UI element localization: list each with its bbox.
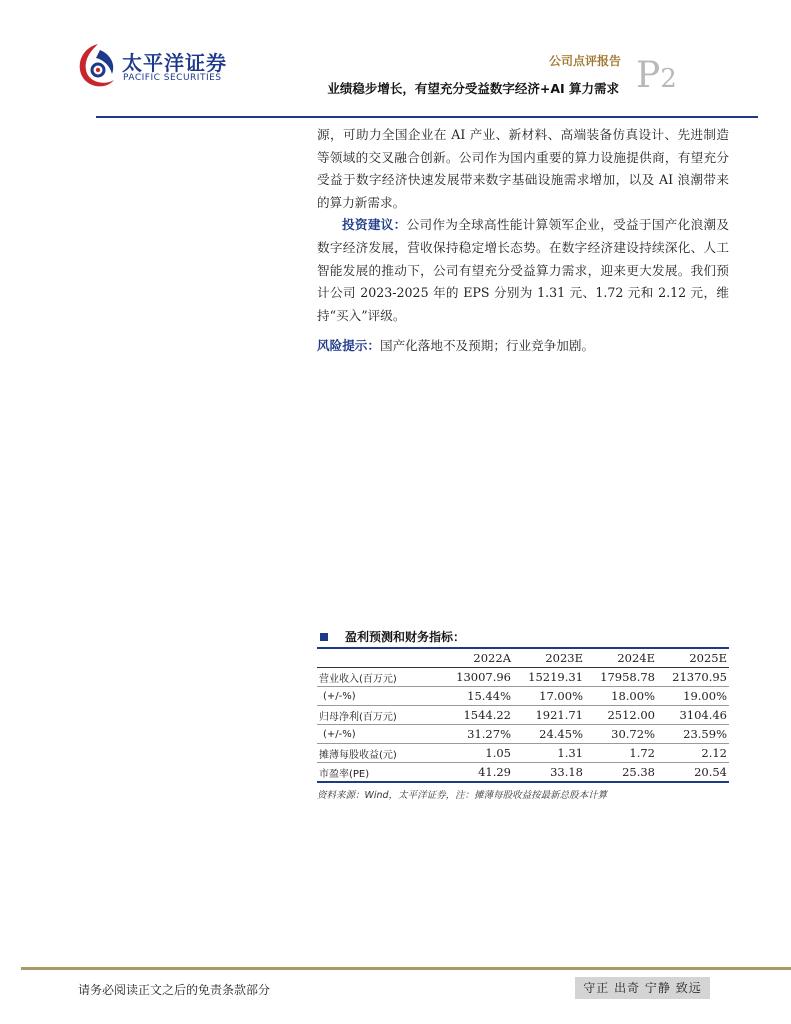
square-bullet-icon bbox=[320, 633, 328, 641]
pacific-securities-logo-icon bbox=[76, 42, 118, 90]
table-cell: 20.54 bbox=[657, 763, 729, 783]
brand-name-en: PACIFIC SECURITIES bbox=[123, 73, 222, 83]
body-text bbox=[317, 124, 729, 358]
table-cell: 13007.96 bbox=[441, 668, 513, 687]
table-cell: 41.29 bbox=[441, 763, 513, 783]
risk-label: 风险提示： bbox=[317, 338, 380, 354]
report-type: 公司点评报告 bbox=[548, 54, 621, 68]
table-row bbox=[317, 668, 729, 687]
table-cell: 1544.22 bbox=[441, 706, 513, 725]
table-cell: 15.44% bbox=[441, 687, 513, 706]
table-header-row bbox=[317, 648, 729, 668]
table-header-cell: 2025E bbox=[689, 651, 727, 665]
table-row bbox=[317, 744, 729, 763]
table-cell: 1.72 bbox=[585, 744, 657, 763]
paragraph-risk bbox=[317, 335, 729, 358]
table-cell: 21370.95 bbox=[657, 668, 729, 687]
header-rule bbox=[96, 116, 758, 118]
footer-rule bbox=[21, 967, 791, 970]
table-cell: 33.18 bbox=[513, 763, 585, 783]
table-cell: 23.59% bbox=[657, 725, 729, 744]
risk-text: 国产化落地不及预期；行业竞争加剧。 bbox=[379, 338, 595, 354]
table-cell: 15219.31 bbox=[513, 668, 585, 687]
table-row bbox=[317, 687, 729, 706]
table-header-cell: 2023E bbox=[545, 651, 583, 665]
table-cell: 30.72% bbox=[585, 725, 657, 744]
brand-name-cn: 太平洋证券 bbox=[122, 51, 227, 75]
table-cell: 18.00% bbox=[585, 687, 657, 706]
financial-table bbox=[317, 647, 729, 783]
row-label: 归母净利(百万元) bbox=[317, 706, 441, 725]
table-header-cell bbox=[317, 648, 441, 668]
row-label: 摊薄每股收益(元) bbox=[317, 744, 441, 763]
report-title: 业绩稳步增长，有望充分受益数字经济+AI 算力需求 bbox=[327, 81, 619, 96]
footer-disclaimer: 请务必阅读正文之后的免责条款部分 bbox=[78, 983, 271, 997]
table-cell: 17.00% bbox=[513, 687, 585, 706]
page-digit: 2 bbox=[660, 64, 677, 94]
row-label: 营业收入(百万元) bbox=[317, 668, 441, 687]
page-prefix: P bbox=[636, 55, 661, 96]
table-row bbox=[317, 725, 729, 744]
table-header-cell: 2022A bbox=[473, 651, 511, 665]
page-number bbox=[636, 55, 677, 96]
row-label: 市盈率(PE) bbox=[317, 763, 441, 783]
table-cell: 1921.71 bbox=[513, 706, 585, 725]
table-title bbox=[317, 627, 729, 647]
table-cell: 31.27% bbox=[441, 725, 513, 744]
row-label: (+/-%) bbox=[317, 725, 441, 744]
table-cell: 1.31 bbox=[513, 744, 585, 763]
table-cell: 3104.46 bbox=[657, 706, 729, 725]
table-cell: 25.38 bbox=[585, 763, 657, 783]
table-row bbox=[317, 763, 729, 783]
paragraph-intro: 源，可助力全国企业在 AI 产业、新材料、高端装备仿真设计、先进制造等领域的交叉融合创新。公司作为国内重要的算力设施提供商，有望充分受益于数字经济快速发展带来数字基础设施需求增加，以及 AI 浪潮带来的算力新需求。 bbox=[317, 127, 729, 210]
table-cell: 17958.78 bbox=[585, 668, 657, 687]
row-label: (+/-%) bbox=[317, 687, 441, 706]
table-cell: 24.45% bbox=[513, 725, 585, 744]
table-cell: 2512.00 bbox=[585, 706, 657, 725]
table-source-note: 资料来源：Wind，太平洋证券，注：摊薄每股收益按最新总股本计算 bbox=[317, 790, 608, 801]
footer-motto: 守正 出奇 宁静 致远 bbox=[575, 977, 710, 999]
company-logo bbox=[76, 42, 236, 92]
table-cell: 2.12 bbox=[657, 744, 729, 763]
table-cell: 19.00% bbox=[657, 687, 729, 706]
paragraph-investment bbox=[317, 214, 729, 327]
investment-text: 公司作为全球高性能计算领军企业，受益于国产化浪潮及数字经济发展，营收保持稳定增长态势。在数字经济建设持续深化、人工智能发展的推动下，公司有望充分受益算力需求，迎来更大发展。我们预计公司 2023-2025 年的 EPS 分别为 1.31 元、1.72 元和 2.12 元，维持“买入”评级。 bbox=[317, 217, 730, 323]
table-header-cell: 2024E bbox=[617, 651, 655, 665]
financial-table-block bbox=[317, 627, 729, 801]
table-title-text: 盈利预测和财务指标： bbox=[345, 630, 466, 644]
table-row bbox=[317, 706, 729, 725]
table-cell: 1.05 bbox=[441, 744, 513, 763]
investment-label: 投资建议： bbox=[342, 217, 407, 233]
